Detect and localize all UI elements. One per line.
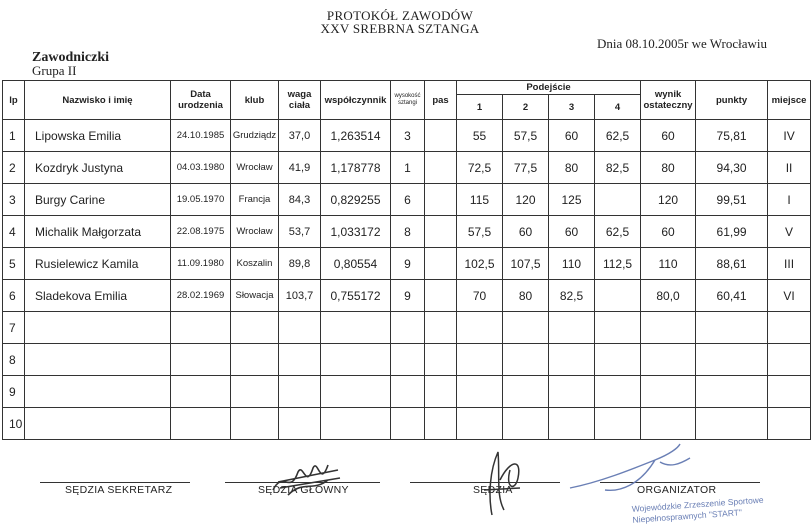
col-points: punkty <box>696 81 768 120</box>
cell-birth-date <box>171 312 231 344</box>
cell-points: 99,51 <box>696 184 768 216</box>
cell-attempt-3: 82,5 <box>549 280 595 312</box>
cell-bar-height: 9 <box>391 248 425 280</box>
cell-weight <box>279 344 321 376</box>
cell-attempt-1: 70 <box>457 280 503 312</box>
cell-weight: 53,7 <box>279 216 321 248</box>
table-row <box>3 120 811 152</box>
category-label: Zawodniczki <box>32 50 110 65</box>
cell-weight <box>279 312 321 344</box>
cell-final-result <box>641 408 696 440</box>
cell-points <box>696 312 768 344</box>
cell-name: Kozdryk Justyna <box>25 152 171 184</box>
cell-attempt-4 <box>595 184 641 216</box>
cell-coefficient: 0,755172 <box>321 280 391 312</box>
cell-attempt-2: 60 <box>503 216 549 248</box>
cell-attempt-2 <box>503 376 549 408</box>
cell-attempt-4 <box>595 312 641 344</box>
col-attempt-4: 4 <box>595 95 641 120</box>
cell-points <box>696 376 768 408</box>
cell-attempt-1 <box>457 344 503 376</box>
cell-belt <box>425 152 457 184</box>
cell-bar-height <box>391 312 425 344</box>
cell-attempt-3 <box>549 376 595 408</box>
cell-attempt-4 <box>595 408 641 440</box>
cell-lp: 8 <box>3 344 25 376</box>
col-bar-height: wysokość sztangi <box>391 81 425 120</box>
cell-weight: 37,0 <box>279 120 321 152</box>
cell-attempt-2 <box>503 344 549 376</box>
cell-place: IV <box>768 120 811 152</box>
cell-name: Michalik Małgorzata <box>25 216 171 248</box>
cell-weight <box>279 376 321 408</box>
cell-name <box>25 312 171 344</box>
cell-club: Wrocław <box>231 216 279 248</box>
cell-attempt-3 <box>549 312 595 344</box>
cell-place: V <box>768 216 811 248</box>
cell-name <box>25 408 171 440</box>
col-weight: waga ciała <box>279 81 321 120</box>
cell-final-result <box>641 312 696 344</box>
cell-attempt-1: 55 <box>457 120 503 152</box>
cell-final-result: 110 <box>641 248 696 280</box>
cell-bar-height <box>391 344 425 376</box>
cell-name: Sladekova Emilia <box>25 280 171 312</box>
cell-belt <box>425 248 457 280</box>
table-row <box>3 344 811 376</box>
cell-name: Burgy Carine <box>25 184 171 216</box>
cell-lp: 10 <box>3 408 25 440</box>
cell-lp: 9 <box>3 376 25 408</box>
cell-points: 75,81 <box>696 120 768 152</box>
cell-points: 94,30 <box>696 152 768 184</box>
cell-place <box>768 376 811 408</box>
cell-final-result: 60 <box>641 120 696 152</box>
cell-place <box>768 408 811 440</box>
col-name: Nazwisko i imię <box>25 81 171 120</box>
cell-coefficient: 0,829255 <box>321 184 391 216</box>
cell-club <box>231 344 279 376</box>
cell-birth-date: 19.05.1970 <box>171 184 231 216</box>
cell-attempt-1: 72,5 <box>457 152 503 184</box>
table-row <box>3 216 811 248</box>
cell-attempt-4 <box>595 344 641 376</box>
cell-coefficient <box>321 312 391 344</box>
cell-belt <box>425 344 457 376</box>
date-place: Dnia 08.10.2005r we Wrocławiu <box>597 36 768 51</box>
judge-signature <box>470 440 540 520</box>
col-attempt-3: 3 <box>549 95 595 120</box>
cell-belt <box>425 312 457 344</box>
cell-final-result: 80 <box>641 152 696 184</box>
cell-belt <box>425 216 457 248</box>
cell-bar-height: 6 <box>391 184 425 216</box>
cell-birth-date: 24.10.1985 <box>171 120 231 152</box>
cell-coefficient: 0,80554 <box>321 248 391 280</box>
cell-belt <box>425 280 457 312</box>
cell-final-result: 80,0 <box>641 280 696 312</box>
cell-place <box>768 312 811 344</box>
cell-attempt-4: 82,5 <box>595 152 641 184</box>
cell-attempt-3: 60 <box>549 216 595 248</box>
cell-club <box>231 408 279 440</box>
event-name: XXV SREBRNA SZTANGA <box>320 21 480 36</box>
cell-club <box>231 312 279 344</box>
cell-belt <box>425 184 457 216</box>
col-final-result: wynik ostateczny <box>641 81 696 120</box>
results-table <box>2 80 811 440</box>
cell-coefficient: 1,178778 <box>321 152 391 184</box>
cell-attempt-4 <box>595 376 641 408</box>
cell-coefficient <box>321 408 391 440</box>
organizer-label: ORGANIZATOR <box>637 484 717 496</box>
cell-birth-date: 22.08.1975 <box>171 216 231 248</box>
col-place: miejsce <box>768 81 811 120</box>
secretary-signature-line <box>40 482 190 483</box>
cell-lp: 6 <box>3 280 25 312</box>
cell-bar-height <box>391 376 425 408</box>
cell-lp: 4 <box>3 216 25 248</box>
cell-club: Francja <box>231 184 279 216</box>
cell-bar-height: 9 <box>391 280 425 312</box>
col-attempt-1: 1 <box>457 95 503 120</box>
cell-bar-height: 3 <box>391 120 425 152</box>
cell-birth-date <box>171 408 231 440</box>
cell-attempt-3: 110 <box>549 248 595 280</box>
table-row <box>3 248 811 280</box>
table-row <box>3 408 811 440</box>
cell-attempt-3 <box>549 344 595 376</box>
cell-attempt-3 <box>549 408 595 440</box>
cell-attempt-4 <box>595 280 641 312</box>
cell-place <box>768 344 811 376</box>
table-row <box>3 376 811 408</box>
cell-attempt-2 <box>503 312 549 344</box>
cell-final-result: 120 <box>641 184 696 216</box>
cell-attempt-2 <box>503 408 549 440</box>
cell-final-result <box>641 376 696 408</box>
cell-attempt-1 <box>457 376 503 408</box>
cell-coefficient <box>321 376 391 408</box>
col-belt: pas <box>425 81 457 120</box>
cell-club: Słowacja <box>231 280 279 312</box>
secretary-label: SĘDZIA SEKRETARZ <box>65 484 173 496</box>
col-coefficient: współczynnik <box>321 81 391 120</box>
cell-birth-date: 04.03.1980 <box>171 152 231 184</box>
cell-final-result <box>641 344 696 376</box>
cell-lp: 5 <box>3 248 25 280</box>
cell-attempt-1: 102,5 <box>457 248 503 280</box>
head-judge-signature <box>268 450 348 510</box>
cell-weight: 89,8 <box>279 248 321 280</box>
cell-points <box>696 344 768 376</box>
head-judge-label: SĘDZIA GŁÓWNY <box>258 484 349 496</box>
cell-points <box>696 408 768 440</box>
cell-club: Koszalin <box>231 248 279 280</box>
cell-place: VI <box>768 280 811 312</box>
cell-place: I <box>768 184 811 216</box>
cell-lp: 3 <box>3 184 25 216</box>
table-row <box>3 280 811 312</box>
cell-attempt-4: 62,5 <box>595 120 641 152</box>
cell-attempt-3: 125 <box>549 184 595 216</box>
cell-points: 60,41 <box>696 280 768 312</box>
organizer-signature <box>560 440 720 500</box>
cell-coefficient: 1,263514 <box>321 120 391 152</box>
cell-final-result: 60 <box>641 216 696 248</box>
cell-club <box>231 376 279 408</box>
cell-attempt-1 <box>457 408 503 440</box>
cell-attempt-1 <box>457 312 503 344</box>
cell-birth-date: 11.09.1980 <box>171 248 231 280</box>
cell-bar-height <box>391 408 425 440</box>
cell-attempt-2: 57,5 <box>503 120 549 152</box>
cell-attempt-2: 120 <box>503 184 549 216</box>
cell-club: Grudziądz <box>231 120 279 152</box>
protocol-title: PROTOKÓŁ ZAWODÓW <box>326 8 474 23</box>
cell-name: Rusielewicz Kamila <box>25 248 171 280</box>
cell-name <box>25 344 171 376</box>
cell-weight: 41,9 <box>279 152 321 184</box>
cell-birth-date <box>171 376 231 408</box>
cell-attempt-2: 107,5 <box>503 248 549 280</box>
cell-attempt-4: 112,5 <box>595 248 641 280</box>
cell-place: III <box>768 248 811 280</box>
table-row <box>3 152 811 184</box>
cell-attempt-2: 77,5 <box>503 152 549 184</box>
cell-belt <box>425 408 457 440</box>
cell-lp: 2 <box>3 152 25 184</box>
cell-coefficient: 1,033172 <box>321 216 391 248</box>
cell-attempt-1: 115 <box>457 184 503 216</box>
cell-birth-date <box>171 344 231 376</box>
cell-weight <box>279 408 321 440</box>
organizer-stamp: Wojewódzkie Zrzeszenie Sportowe Niepełnosprawnych "START" <box>631 494 764 525</box>
cell-lp: 7 <box>3 312 25 344</box>
cell-name <box>25 376 171 408</box>
cell-belt <box>425 376 457 408</box>
cell-belt <box>425 120 457 152</box>
cell-points: 61,99 <box>696 216 768 248</box>
group-label: Grupa II <box>32 63 77 78</box>
col-club: klub <box>231 81 279 120</box>
cell-birth-date: 28.02.1969 <box>171 280 231 312</box>
cell-place: II <box>768 152 811 184</box>
cell-points: 88,61 <box>696 248 768 280</box>
cell-coefficient <box>321 344 391 376</box>
cell-attempt-4: 62,5 <box>595 216 641 248</box>
col-lp: lp <box>3 81 25 120</box>
cell-bar-height: 1 <box>391 152 425 184</box>
col-birth-date: Data urodzenia <box>171 81 231 120</box>
cell-attempt-1: 57,5 <box>457 216 503 248</box>
col-attempts-group: Podejście <box>457 81 641 95</box>
cell-weight: 84,3 <box>279 184 321 216</box>
cell-attempt-3: 60 <box>549 120 595 152</box>
col-attempt-2: 2 <box>503 95 549 120</box>
cell-name: Lipowska Emilia <box>25 120 171 152</box>
table-row <box>3 312 811 344</box>
table-row <box>3 184 811 216</box>
cell-club: Wrocław <box>231 152 279 184</box>
cell-bar-height: 8 <box>391 216 425 248</box>
cell-attempt-2: 80 <box>503 280 549 312</box>
cell-attempt-3: 80 <box>549 152 595 184</box>
cell-lp: 1 <box>3 120 25 152</box>
cell-weight: 103,7 <box>279 280 321 312</box>
judge-label: SĘDZIA <box>473 484 513 496</box>
